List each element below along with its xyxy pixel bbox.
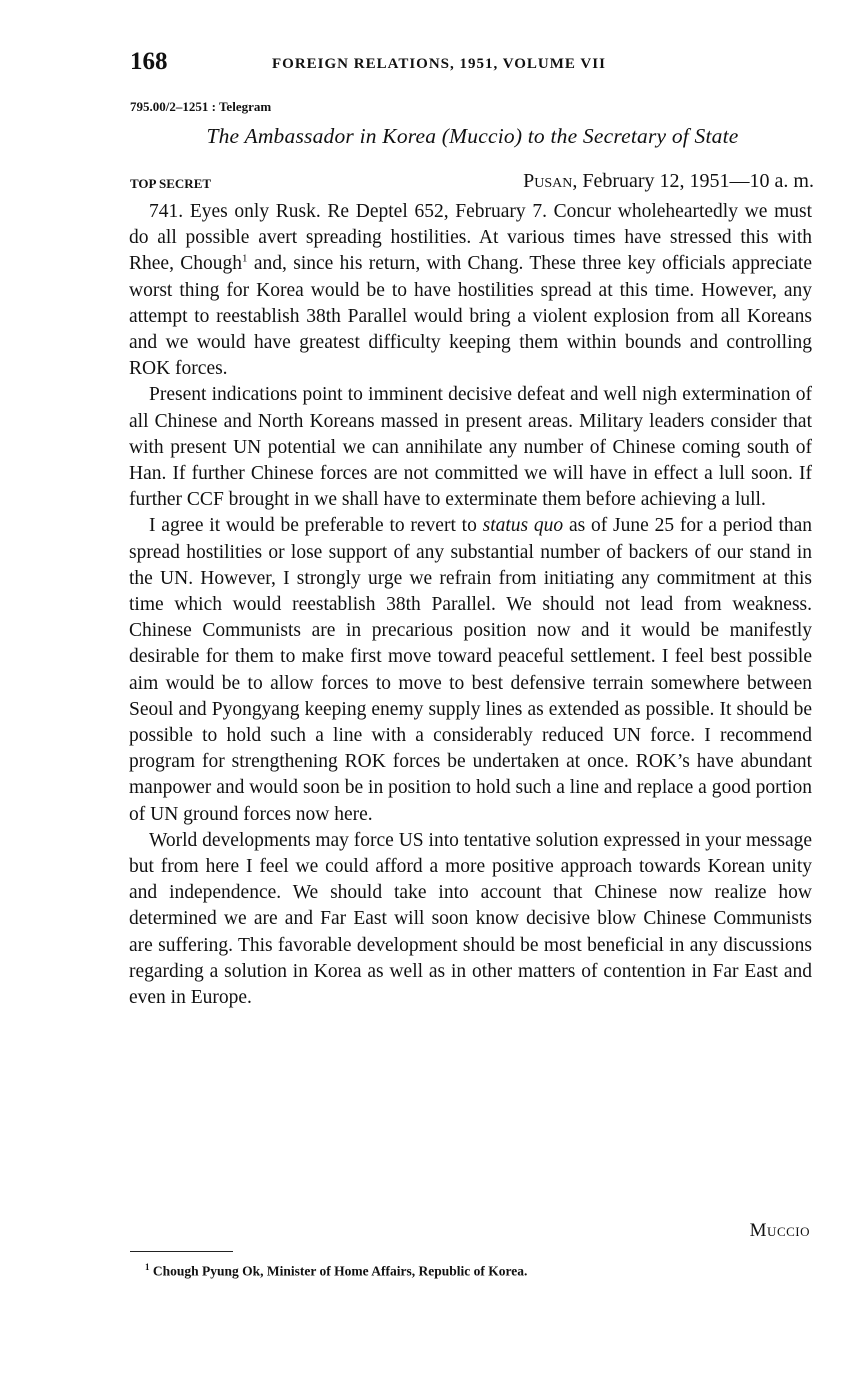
paragraph-text: and, since his return, with Chang. These three key officials appreciate worst thing for Korea would be to have hostilities spread at this time. However, any attempt to reestablish 38th Parallel would bring a violent explosion from all Koreans and we would have greatest difficulty keeping them within bounds and controlling ROK forces.	[129, 253, 813, 380]
paragraph-1	[129, 199, 812, 382]
footnote-text: Chough Pyung Ok, Minister of Home Affairs, Republic of Korea.	[152, 1263, 528, 1279]
dateline	[523, 170, 814, 193]
paragraph-4: World developments may force US into tentative solution expressed in your message but from here I feel we could afford a more positive approach towards Korean unity and independence. We should take into account that Chinese now realize how determined we are and Far East will soon know decisive blow Chinese Communists are suffering. This favorable development should be most beneficial in any discussions regarding a solution in Korea as well as in other matters of contention in Far East and even in Europe.	[129, 829, 812, 1009]
paragraph-text: as of June 25 for a period than spread hostilities or lose support of any substantial number of backers of our stand in the UN. However, I strongly urge we refrain from initiating any commitment at this time which would reestablish 38th Parallel. We should not lead from weakness. Chinese Communists are in precarious position now and it would be manifestly desirable for them to make first move toward peaceful settlement. I feel best possible aim would be to allow forces to move to best defensive terrain somewhere between Seoul and Pyongyang keeping enemy supply lines as extended as possible. It should be possible to hold such a line with a considerably reduced UN force. I recommend program for strengthening ROK forces be undertaken at once. ROK’s have abundant manpower and would soon be in position to hold such a line and replace a good portion of UN ground forces now here.	[129, 515, 813, 825]
paragraph-text: 741. Eyes only Rusk. Re Deptel 652, February 7. Concur wholeheartedly we must do all possible avert spreading hostilities. At various times have stressed this with Rhee, Chough	[129, 201, 812, 275]
paragraph-3	[129, 513, 812, 827]
footnote-marker: 1	[145, 1262, 150, 1272]
paragraph-text: I agree it would be preferable to revert to	[149, 515, 483, 537]
running-head: FOREIGN RELATIONS, 1951, VOLUME VII	[272, 56, 606, 72]
footnote-reference: 1	[242, 252, 248, 265]
classification-label: TOP SECRET	[130, 176, 212, 191]
signature: Muccio	[749, 1220, 810, 1241]
document-title: The Ambassador in Korea (Muccio) to the Secretary of State	[206, 124, 739, 148]
paragraph-2: Present indications point to imminent decisive defeat and well nigh extermination of all Chinese and North Koreans massed in present areas. Military leaders consider that with present UN potential we can annihilate any number of Chinese coming south of Han. If further Chinese forces are not committed we will have in effect a lull soon. If further CCF brought in we shall have to exterminate them before achieving a lull.	[129, 384, 812, 511]
page-header	[130, 48, 815, 82]
dateline-place: Pusan	[523, 170, 573, 192]
italic-phrase: status quo	[482, 515, 564, 537]
telegram-body	[129, 199, 812, 1011]
footnote-divider	[130, 1251, 233, 1252]
document-id: 795.00/2–1251 : Telegram	[130, 99, 272, 114]
dateline-date: , February 12, 1951—10 a. m.	[572, 170, 814, 192]
page-number: 168	[130, 48, 168, 75]
footnote	[145, 1262, 527, 1280]
